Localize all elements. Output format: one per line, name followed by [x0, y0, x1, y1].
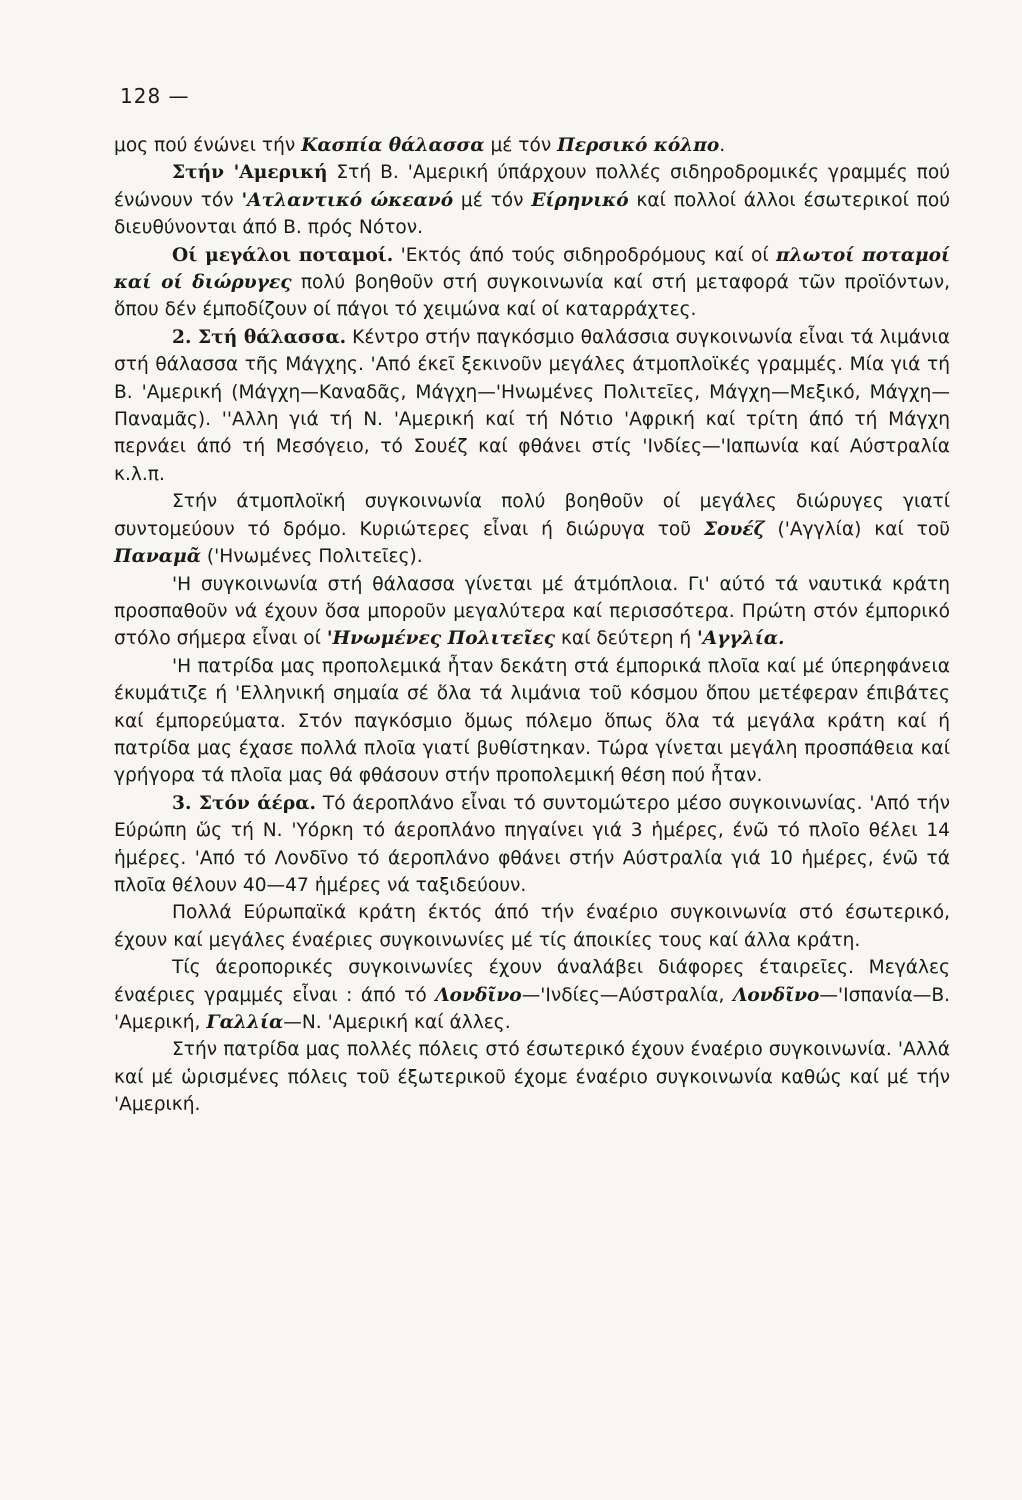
- section-heading-sea: 2. Στή θάλασσα.: [172, 326, 347, 348]
- text-run: Στήν άτμοπλοϊκή συγκοινωνία πολύ βοηθοῦν οί μεγάλες διώρυγες γιατί συντομεύουν τό δρόμο. Κυριώτερες εἶναι ή διώρυγα τοῦ: [114, 491, 950, 540]
- paragraph-rivers: [114, 242, 950, 324]
- text-run: Πολλά Εύρωπαϊκά κράτη έκτός άπό τήν έναέριο συγκοινωνία στό έσωτερικό, έχουν καί μεγάλες έναέριες συγκοινωνίες μέ τίς άποικίες τους καί άλλα κράτη.: [114, 902, 950, 951]
- text-run: καί δεύτερη ή: [555, 628, 698, 650]
- text-run: Τό άεροπλάνο εἶναι τό συντομώτερο μέσο συγκοινωνίας. 'Από τήν Εύρώπη ὥς τή Ν. 'Υόρκη τό άεροπλάνο πηγαίνει γιά 3 ἡμέρες, ένῶ τό πλοῖο θέλει 14 ἡμέρες. 'Από τό Λονδῖνο τό άεροπλάνο φθάνει στήν Αύστραλία γιά 10 ἡμέρες, ένῶ τά πλοῖα θέλουν 40—47 ἡμέρες νά ταξιδεύουν.: [114, 792, 951, 896]
- emphasis-panama: Παναμᾶ: [114, 546, 202, 568]
- paragraph-canals: [114, 488, 950, 570]
- emphasis-pacific: Είρηνικό: [531, 189, 629, 211]
- paragraph-america: [114, 159, 950, 241]
- text-run: Στήν πατρίδα μας πολλές πόλεις στό έσωτερικό έχουν έναέριο συγκοινωνία. 'Αλλά καί μέ ὡρισμένες πόλεις τοῦ έξωτερικοῦ έχομε έναέριο συγκοινωνία καθώς καί μέ τήν 'Αμερική.: [114, 1039, 950, 1116]
- body-text: [114, 132, 950, 1119]
- text-run: .: [719, 135, 726, 156]
- text-run: —'Ινδίες—Αύστραλία,: [521, 984, 733, 1006]
- paragraph-air: [114, 790, 950, 900]
- text-run: 'Η συγκοινωνία στή θάλασσα γίνεται μέ άτμόπλοια. Γι' αύτό τά ναυτικά κράτη προσπαθοῦν νά έχουν ὅσα μποροῦν μεγαλύτερα καί περισσότερα. Πρώτη στόν έμπορικό στόλο σήμερα εἶναι οί: [114, 573, 950, 650]
- text-run: καί πολλοί άλλοι έσωτερικοί πού διευθύνονται άπό Β. πρός Νότον.: [114, 189, 950, 239]
- text-run: πολύ βοηθοῦν στή συγκοινωνία καί στή μεταφορά τῶν προϊόντων, ὅπου δέν έμποδίζουν οί πάγοι τό χειμώνα καί οί καταρράχτες.: [114, 272, 950, 321]
- section-heading-america: Στήν 'Αμερική: [172, 162, 328, 184]
- emphasis-caspian-sea: Κασπία θάλασσα: [301, 135, 485, 156]
- section-heading-rivers: Οί μεγάλοι ποταμοί.: [172, 244, 394, 266]
- text-run: 'Εκτός άπό τούς σιδηροδρόμους καί οί: [393, 244, 777, 266]
- page-header: [120, 84, 190, 108]
- text-run: μέ τόν: [453, 189, 532, 211]
- emphasis-united-states: 'Ηνωμένες Πολιτεῖες: [326, 628, 556, 650]
- text-run: 'Η πατρίδα μας προπολεμικά ἦταν δεκάτη στά έμπορικά πλοῖα καί μέ ύπερηφάνεια έκυμάτιζε ή 'Ελληνική σημαία σέ ὅλα τά λιμάνια τοῦ κόσμου ὅπου μετέφεραν έπιβάτες καί έμπορεύματα. Στόν παγκόσμιο ὅμως πόλεμο ὅπως ὅλα τά μεγάλα κράτη καί ή πατρίδα μας έχασε πολλά πλοῖα γιατί βυθίστηκαν. Τώρα γίνεται μεγάλη προσπάθεια καί γρήγορα τά πλοῖα μας θά φθάσουν στήν προπολεμική θέση πού ἦταν.: [114, 655, 950, 787]
- text-run: μέ τόν: [484, 135, 558, 156]
- text-run: ('Αγγλία) καί τοῦ: [764, 518, 951, 540]
- text-run: Κέντρο στήν παγκόσμιο θαλάσσια συγκοινωνία εἶναι τά λιμάνια στή θάλασσα τῆς Μάγχης. 'Από έκεῖ ξεκινοῦν μεγάλες άτμοπλοϊκές γραμμές. Μία γιά τή Β. 'Αμερική (Μάγχη—Καναδᾶς, Μάγχη—'Ηνωμένες Πολιτεῖες, Μάγχη—Μεξικό, Μάγχη—Παναμᾶς). ''Αλλη γιά τή Ν. 'Αμερική καί τή Νότιο 'Αφρική καί τρίτη άπό τή Μάγχη περνάει άπό τή Μεσόγειο, τό Σουέζ καί φθάνει στίς 'Ινδίες—'Ιαπωνία καί Αύστραλία κ.λ.π.: [114, 326, 950, 485]
- page-number: 128: [120, 84, 162, 108]
- emphasis-persian-gulf: Περσικό κόλπο: [557, 135, 720, 156]
- text-run: Τίς άεροπορικές συγκοινωνίες έχουν άναλάβει διάφορες έταιρεῖες. Μεγάλες έναέριες γραμμές εἶναι : άπό τό: [114, 957, 950, 1006]
- text-run: μος πού ένώνει τήν: [114, 135, 302, 156]
- emphasis-london: Λονδῖνο: [435, 984, 522, 1006]
- emphasis-atlantic-ocean: 'Ατλαντικό ώκεανό: [241, 189, 454, 211]
- text-run: ('Ηνωμένες Πολιτεῖες).: [201, 546, 423, 568]
- paragraph-steamships: [114, 571, 950, 653]
- section-heading-air: 3. Στόν άέρα.: [172, 792, 316, 814]
- text-run: —Ν. 'Αμερική καί άλλες.: [283, 1012, 511, 1033]
- emphasis-france: Γαλλία: [206, 1012, 284, 1033]
- text-run: —'Ισπανία—Β. 'Αμερική,: [114, 984, 950, 1033]
- paragraph-greece-air: [114, 1036, 950, 1118]
- paragraph-1: [114, 132, 950, 159]
- page-number-dash: —: [168, 84, 190, 108]
- emphasis-england: 'Αγγλία.: [697, 628, 785, 650]
- text-run: Στή Β. 'Αμερική ύπάρχουν πολλές σιδηροδρομικές γραμμές πού ένώνουν τόν: [114, 162, 950, 211]
- emphasis-london: Λονδῖνο: [732, 984, 820, 1006]
- emphasis-navigable-rivers: πλωτοί ποταμοί καί οί διώρυγες: [114, 244, 951, 294]
- paragraph-european-air: [114, 899, 950, 954]
- paragraph-air-companies: [114, 954, 950, 1036]
- emphasis-suez: Σουέζ: [703, 518, 765, 540]
- paragraph-sea: [114, 324, 950, 488]
- paragraph-greece-fleet: [114, 653, 950, 790]
